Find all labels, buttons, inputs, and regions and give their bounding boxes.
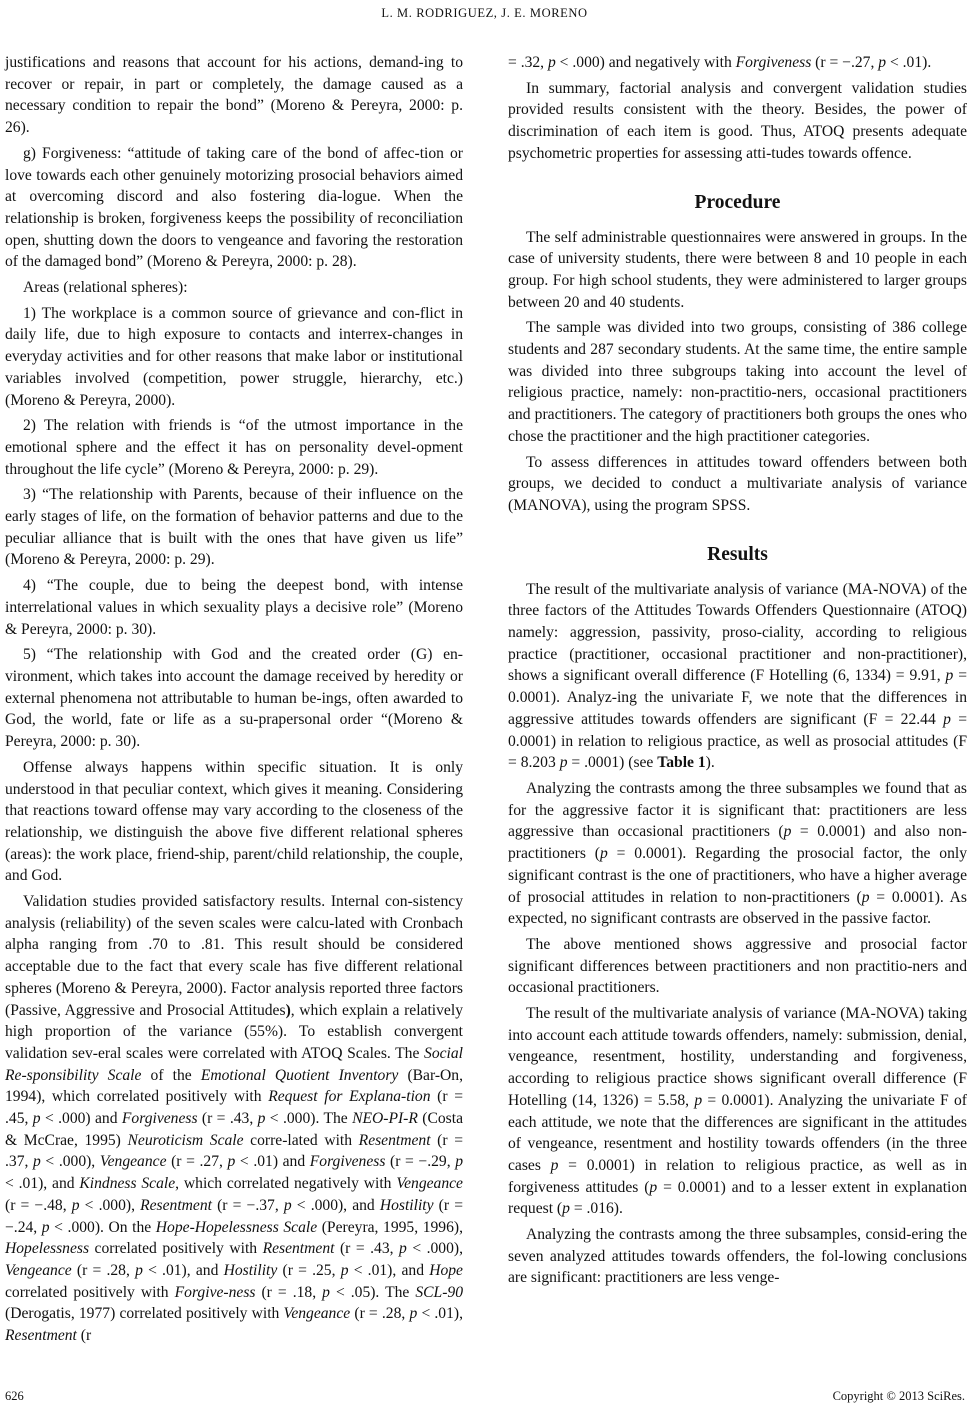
paragraph: 1) The workplace is a common source of grievance and con-flict in daily life, due to high exposure to contacts and interrex-changes in everyday activities and for other reasons that make labor or institutional variables involved (competition, power struggle, hierarchy, etc.) (Moreno & Pereyra, 2000). <box>5 304 463 409</box>
paragraph: = .32, p < .000) and negatively with Forgiveness (r = −.27, p < .01). <box>508 54 932 71</box>
paragraph: Offense always happens within specific situation. It is only understood in that peculiar context, which gives it meaning. Considering that reactions toward offense may vary according to the closeness of the relationship, we distinguish the above five different relational spheres (areas): the work place, friend-ship, parent/child relationship, the couple, and God. <box>5 758 463 885</box>
paragraph: The sample was divided into two groups, consisting of 386 college students and 287 secondary students. At the same time, the entire sample was divided into three subgroups taking into account the level of religious practice, namely: non-practitio-ners, occasional practitioners and practitioners. The category of practitioners both groups the ones who chose the practitioner and the high practitioner categories. <box>508 319 967 445</box>
paragraph: The above mentioned shows aggressive and prosocial factor significant differences between practitioners and non practitio-ners and occasional practitioners. <box>508 935 967 997</box>
paragraph: justifications and reasons that account for his actions, demand-ing to recover or repair, in part or completely, the damage caused as a necessary condition to repair the bond” (Moreno & Pereyra, 2000: p. 26). <box>5 54 463 137</box>
paragraph: The result of the multivariate analysis of variance (MA-NOVA) taking into account each attitude towards offenders, namely: submission, denial, vengeance, resentment, hostility, understanding and forgiveness, according to religious practice shows significant overall difference (F Hotelling (14, 1326) = 5.58, p = 0.0001). Analyzing the univariate F of each attitude, we note that the differences are significant in the attitudes of vengeance, resentment and hostility towards offenders (in the three cases p = 0.0001) in relation to religious practice, as well as in forgiveness attitudes (p = 0.0001) and to a lesser extent in explanation request (p = .016). <box>508 1005 967 1218</box>
paragraph: The self administrable questionnaires were answered in groups. In the case of university students, there were between 8 and 10 people in each group. For high school students, they were administered to larger groups between 20 and 40 students. <box>508 228 967 311</box>
right-column <box>508 52 967 1293</box>
paragraph: Analyzing the contrasts among the three subsamples we found that as for the aggressive factor it is significant that: practitioners are less aggressive than occasional practitioners (p = 0.0001) and also non-practitioners (p = 0.0001). Regarding the prosocial factor, the only significant contrast is the one of practitioners, who have a higher average of prosocial attitudes in relation to non-practitioners (p = 0.0001). As expected, no significant contrasts are observed in the passive factor. <box>508 779 968 928</box>
paragraph: Validation studies provided satisfactory results. Internal con-sistency analysis (reliability) of the seven scales were calcu-lated with Cronbach alpha ranging from .70 to .81. This result should be considered acceptable due to the fact that every scale has five different relational spheres (Moreno & Pereyra, 2000). Factor analysis reported three factors (Passive, Aggressive and Prosocial Attitudes), which explain a relatively high proportion of the variance (55%). To establish convergent validation sev-eral scales were correlated with ATOQ Scales. The Social Re-sponsibility Scale of the Emotional Quotient Inventory (Bar-On, 1994), which correlated positively with Request for Explana-tion (r = .45, p < .000) and Forgiveness (r = .43, p < .000). The NEO-PI-R (Costa & McCrae, 1995) Neuroticism Scale corre-lated with Resentment (r = .37, p < .000), Vengeance (r = .27, p < .01) and Forgiveness (r = −.29, p < .01), and Kindness Scale, which correlated negatively with Vengeance (r = −.48, p < .000), Resentment (r = −.37, p < .000), and Hostility (r = −.24, p < .000). On the Hope-Hopelessness Scale (Pereyra, 1995, 1996), Hopelessness correlated positively with Resentment (r = .43, p < .000), Vengeance (r = .28, p < .01), and Hostility (r = .25, p < .01), and Hope correlated positively with Forgive-ness (r = .18, p < .05). The SCL-90 (Derogatis, 1977) correlated positively with Vengeance (r = .28, p < .01), Resentment (r <box>5 893 464 1345</box>
paragraph: To assess differences in attitudes toward offenders between both groups, we decided to conduct a multivariate analysis of variance (MANOVA), using the program SPSS. <box>508 453 967 514</box>
running-head: L. M. RODRIGUEZ, J. E. MORENO <box>381 6 588 20</box>
left-column <box>5 52 463 1351</box>
paragraph: 4) “The couple, due to being the deepest bond, with intense interrelational values in which sexuality plays a decisive role” (Moreno & Pereyra, 2000: p. 30). <box>5 577 463 638</box>
paragraph: g) Forgiveness: “attitude of taking care of the bond of affec-tion or love towards each other genuinely motorizing prosocial behaviors aimed at overcoming discord and also fostering dia-logue. When the relationship is broken, forgiveness keeps the possibility of reconciliation open, shutting down the doors to vengeance and favoring the restoration of the damaged bond” (Moreno & Pereyra, 2000: p. 28). <box>5 144 463 271</box>
copyright: Copyright © 2013 SciRes. <box>832 1389 965 1403</box>
paragraph: 5) “The relationship with God and the created order (G) en-vironment, which takes into account the damage received by heredity or external phenomena not attributable to human be-ings, often awarded to God, the world, fate or life as a su-prapersonal order “(Moreno & Pereyra, 2000: p. 30). <box>5 646 463 751</box>
page-number: 626 <box>5 1389 24 1403</box>
paragraph: The result of the multivariate analysis of variance (MA-NOVA) of the three factors of the Attitudes Towards Offenders Questionnaire (ATOQ) namely: aggression, passivity, proso-ciality, according to religious practice (practitioner, occasional practitioner and non-practitioner), shows a significant overall difference (F Hotelling (6, 1334) = 9.91, p = 0.0001). Analyz-ing the univariate F, we note that the differences in aggressive attitudes towards offenders are significant (F = 22.44 p = 0.0001) in relation to religious practice, as well as prosocial attitudes (F = 8.203 p = .0001) (see Table 1). <box>508 580 968 772</box>
paragraph: In summary, factorial analysis and convergent validation studies provided results consistent with the theory. Besides, the power of discrimination of each item is good. Thus, ATOQ presents adequate psychometric properties for assessing atti-tudes towards offence. <box>508 79 967 162</box>
paragraph: 3) “The relationship with Parents, because of their influence on the early stages of life, on the formation of behavior patterns and due to the peculiar alliance that is built with the ones that have given us life” (Moreno & Pereyra, 2000: p. 29). <box>5 486 463 569</box>
paragraph: Analyzing the contrasts among the three subsamples, consid-ering the seven analyzed attitudes towards offenders, the fol-lowing conclusions are significant: practitioners are less venge- <box>508 1226 967 1287</box>
section-heading-results: Results <box>707 543 768 565</box>
paragraph: 2) The relation with friends is “of the utmost importance in the emotional sphere and the effect it has on personality devel-opment throughout the life cycle” (Moreno & Pereyra, 2000: p. 29). <box>5 417 463 478</box>
table-reference: Table 1 <box>657 754 706 772</box>
paragraph: Areas (relational spheres): <box>23 279 188 297</box>
section-heading-procedure: Procedure <box>694 191 781 213</box>
